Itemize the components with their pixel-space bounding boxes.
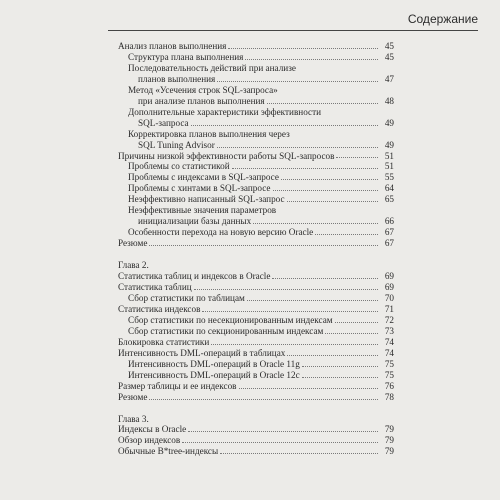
toc-entry-text: Дополнительные характеристики эффективности	[128, 106, 322, 117]
dot-leader	[149, 399, 378, 400]
dot-leader	[267, 103, 378, 104]
toc-entry-line	[128, 370, 394, 381]
toc-entry	[118, 359, 394, 370]
toc-entry-text: Метод «Усечения строк SQL-запроса»	[128, 84, 278, 95]
dot-leader	[247, 300, 378, 301]
toc-entry	[118, 41, 394, 52]
toc-entry-text: Сбор статистики по несекционированным индексам	[128, 314, 333, 325]
toc-entry-line	[128, 96, 394, 107]
table-of-contents	[118, 41, 394, 457]
toc-entry-text: Обзор индексов	[118, 435, 181, 446]
toc-entry-text-cont: планов выполнения	[138, 73, 216, 84]
dot-leader	[202, 311, 378, 312]
toc-page-number: 64	[384, 183, 394, 194]
toc-section-c	[118, 424, 394, 457]
toc-entry-text: Резюме	[118, 391, 148, 402]
toc-entry-text: Статистика таблиц и индексов в Oracle	[118, 271, 271, 282]
toc-entry-text: Неэффективные значения параметров	[128, 205, 277, 216]
toc-entry	[118, 293, 394, 304]
toc-entry-line	[128, 194, 394, 205]
toc-entry-line	[118, 392, 394, 403]
dot-leader	[325, 333, 378, 334]
toc-entry	[118, 129, 394, 151]
toc-entry-line	[118, 446, 394, 457]
toc-entry-text: Сбор статистики по секционированным индексам	[128, 325, 324, 336]
toc-entry	[118, 151, 394, 162]
toc-entry-text: Структура плана выполнения	[128, 51, 244, 62]
toc-entry-text: Причины низкой эффективности работы SQL-запросов	[118, 150, 335, 161]
toc-entry-line	[118, 282, 394, 293]
toc-entry	[118, 194, 394, 205]
toc-entry	[118, 435, 394, 446]
toc-entry-line	[128, 227, 394, 238]
toc-page-number: 48	[384, 95, 394, 106]
dot-leader	[272, 278, 378, 279]
toc-entry-text: Интенсивность DML-операций в Oracle 12c	[128, 369, 300, 380]
toc-entry-text: Проблемы с хинтами в SQL-запросе	[128, 183, 271, 194]
chapter-2-label: Глава 2.	[118, 260, 149, 271]
toc-page-number: 78	[384, 391, 394, 402]
toc-entry	[118, 424, 394, 435]
dot-leader	[302, 377, 378, 378]
toc-entry-line	[118, 424, 394, 435]
dot-leader	[273, 190, 379, 191]
toc-entry-text-cont: инициализации базы данных	[138, 216, 252, 227]
toc-entry-line	[128, 161, 394, 172]
dot-leader	[220, 453, 378, 454]
toc-page-number: 71	[384, 303, 394, 314]
toc-entry	[118, 337, 394, 348]
toc-entry	[118, 392, 394, 403]
toc-entry-line	[118, 337, 394, 348]
toc-entry-line	[118, 435, 394, 446]
toc-entry-text: Резюме	[118, 238, 148, 249]
toc-page-number: 69	[384, 282, 394, 293]
toc-entry-line	[118, 151, 394, 162]
toc-entry-line	[118, 348, 394, 359]
toc-page-number: 70	[384, 292, 394, 303]
toc-page-number: 75	[384, 358, 394, 369]
toc-section-b	[118, 271, 394, 402]
toc-page-number: 73	[384, 325, 394, 336]
dot-leader	[217, 147, 378, 148]
toc-entry-line	[128, 359, 394, 370]
toc-entry-text: Статистика индексов	[118, 303, 201, 314]
toc-gap	[118, 249, 394, 260]
chapter-3-label: Глава 3.	[118, 413, 149, 424]
toc-entry	[118, 183, 394, 194]
toc-entry-text: Обычные B*tree-индексы	[118, 446, 219, 457]
toc-entry-text-cont: SQL-запроса	[138, 117, 189, 128]
dot-leader	[287, 355, 378, 356]
dot-leader	[182, 442, 378, 443]
toc-entry	[118, 381, 394, 392]
toc-entry-line	[118, 271, 394, 282]
dot-leader	[302, 366, 378, 367]
toc-entry	[118, 85, 394, 107]
toc-entry	[118, 161, 394, 172]
toc-entry-text: Интенсивность DML-операций в Oracle 11g	[128, 358, 300, 369]
toc-page-number: 79	[384, 446, 394, 457]
toc-entry	[118, 205, 394, 227]
toc-page-number: 67	[384, 227, 394, 238]
header-title: Содержание	[407, 12, 478, 26]
page-header	[0, 0, 500, 34]
dot-leader	[287, 201, 378, 202]
toc-entry	[118, 52, 394, 63]
dot-leader	[245, 59, 378, 60]
dot-leader	[232, 168, 378, 169]
toc-entry-line	[118, 238, 394, 249]
toc-page-number: 51	[384, 161, 394, 172]
toc-page-number: 49	[384, 139, 394, 150]
toc-entry	[118, 370, 394, 381]
toc-entry-text: Неэффективно написанный SQL-запрос	[128, 194, 285, 205]
toc-entry	[118, 227, 394, 238]
toc-page-number: 67	[384, 238, 394, 249]
toc-entry-text: Последовательность действий при анализе	[128, 62, 296, 73]
toc-entry	[118, 348, 394, 359]
toc-entry	[118, 282, 394, 293]
dot-leader	[188, 431, 378, 432]
toc-entry	[118, 238, 394, 249]
toc-page-number: 75	[384, 369, 394, 380]
toc-entry-line	[128, 315, 394, 326]
dot-leader	[217, 81, 378, 82]
dot-leader	[211, 344, 378, 345]
toc-page-number: 79	[384, 424, 394, 435]
toc-page-number: 55	[384, 172, 394, 183]
dot-leader	[239, 388, 378, 389]
toc-page-number: 76	[384, 380, 394, 391]
toc-section-a	[118, 41, 394, 249]
toc-entry-line	[128, 118, 394, 129]
dot-leader	[191, 125, 378, 126]
header-rule	[108, 30, 478, 31]
toc-entry-text-cont: при анализе планов выполнения	[138, 95, 265, 106]
toc-page-number: 45	[384, 51, 394, 62]
toc-entry-line	[128, 52, 394, 63]
dot-leader	[228, 48, 378, 49]
toc-entry	[118, 271, 394, 282]
toc-entry	[118, 63, 394, 85]
toc-page-number: 65	[384, 194, 394, 205]
toc-entry-text: Статистика таблиц	[118, 282, 192, 293]
toc-entry	[118, 107, 394, 129]
toc-entry	[118, 326, 394, 337]
toc-entry-text: Размер таблицы и ее индексов	[118, 380, 237, 391]
toc-page-number: 66	[384, 216, 394, 227]
toc-page-number: 47	[384, 73, 394, 84]
toc-entry-text: Интенсивность DML-операций в таблицах	[118, 347, 286, 358]
toc-gap	[118, 403, 394, 414]
toc-entry-line	[128, 172, 394, 183]
toc-entry	[118, 172, 394, 183]
toc-entry	[118, 304, 394, 315]
toc-entry-text: Проблемы со статистикой	[128, 161, 230, 172]
toc-entry	[118, 446, 394, 457]
toc-entry-line	[128, 183, 394, 194]
toc-entry-line	[128, 326, 394, 337]
toc-page-number: 45	[384, 41, 394, 51]
dot-leader	[315, 234, 378, 235]
toc-page-number: 79	[384, 435, 394, 446]
toc-entry-text: Особенности перехода на новую версию Oracle	[128, 227, 314, 238]
toc-entry-line	[128, 293, 394, 304]
dot-leader	[149, 245, 378, 246]
dot-leader	[253, 223, 378, 224]
toc-entry-text: Корректировка планов выполнения через	[128, 128, 290, 139]
toc-page-number: 72	[384, 314, 394, 325]
toc-entry-text: Блокировка статистики	[118, 336, 210, 347]
toc-page-number: 69	[384, 271, 394, 282]
toc-entry-text: Индексы в Oracle	[118, 424, 187, 435]
dot-leader	[335, 322, 378, 323]
toc-entry-text: Проблемы с индексами в SQL-запросе	[128, 172, 279, 183]
dot-leader	[281, 179, 378, 180]
toc-entry-line	[128, 216, 394, 227]
toc-entry-line	[128, 74, 394, 85]
toc-page-number: 74	[384, 347, 394, 358]
toc-entry-line	[118, 304, 394, 315]
toc-entry-line	[118, 381, 394, 392]
toc-entry-line	[118, 41, 394, 52]
toc-entry-text: Сбор статистики по таблицам	[128, 292, 245, 303]
toc-entry	[118, 315, 394, 326]
dot-leader	[194, 289, 378, 290]
toc-entry-line	[128, 140, 394, 151]
toc-page-number: 74	[384, 336, 394, 347]
toc-page-number: 51	[384, 150, 394, 161]
toc-page-number: 49	[384, 117, 394, 128]
dot-leader	[336, 157, 378, 158]
toc-entry-text-cont: SQL Tuning Advisor	[138, 139, 215, 150]
toc-entry-text: Анализ планов выполнения	[118, 41, 227, 51]
